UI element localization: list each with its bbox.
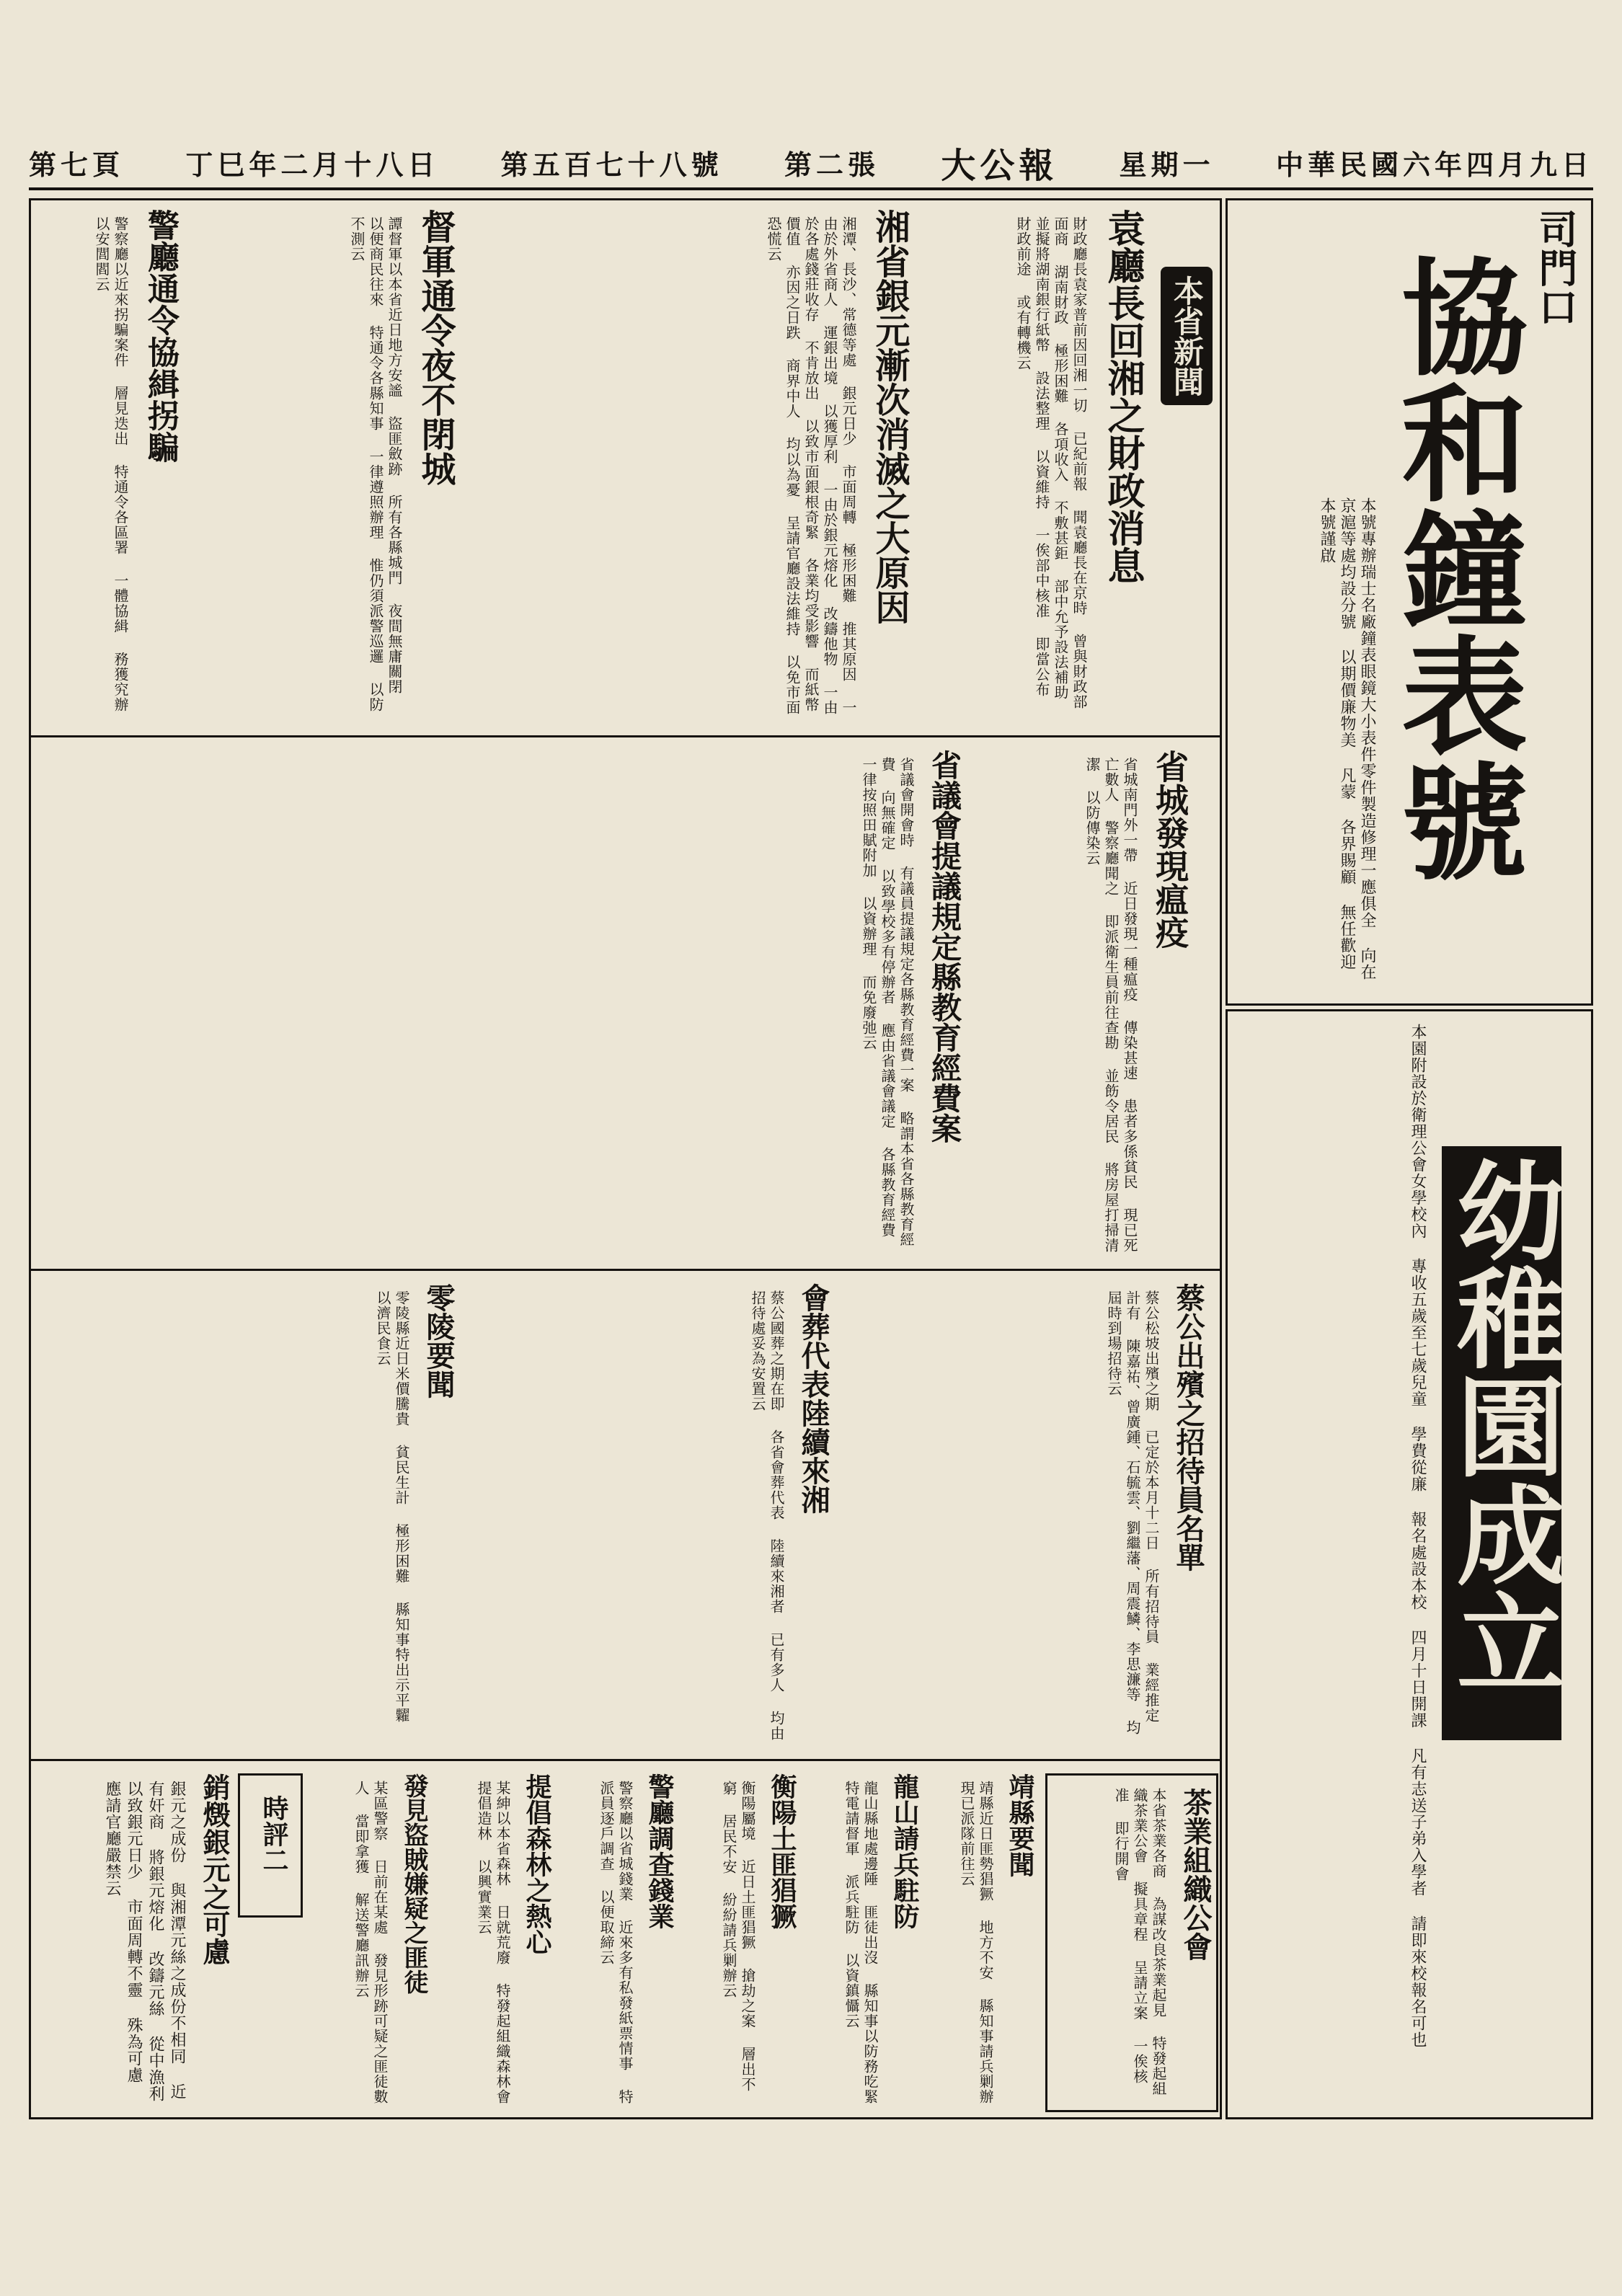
article-body-2: 湘潭、長沙、常德等處 銀元日少 市面周轉 極形困難 推其原因 一由於外省商人 運銀出境 以獲厚利 一由於銀元熔化 改鑄他物 一由於各處錢莊收存 不肯放出 以致市面銀根奇緊 各業均受影響 而紙幣價值 亦因之日跌 商界中人 均以為憂 呈請官廳設法維持 以免市面恐慌云	[765, 216, 857, 715]
masthead	[29, 137, 1593, 190]
section-divider-3	[29, 1759, 1222, 1761]
article-headline-16: 銷燬銀元之可慮	[198, 1773, 231, 1965]
article-body-4: 警察廳以近來拐騙案件 層見迭出 特通令各區署 一體協緝 務獲究辦 以安閭閻云	[93, 216, 129, 712]
article-headline-7: 蔡公出殯之招待員名單	[1171, 1283, 1205, 1572]
article-headline-15: 發見盜賊嫌疑之匪徒	[399, 1773, 428, 1994]
article-body-10: 靖縣近日匪勢猖獗 地方不安 縣知事請兵剿辦 現已派隊前往云	[958, 1781, 994, 2104]
article-headline-5: 省城發現瘟疫	[1151, 750, 1189, 949]
page-number: 第七頁	[29, 148, 125, 181]
date: 中華民國六年四月九日	[1275, 148, 1593, 181]
clock-ad-location: 司門口	[1533, 209, 1579, 326]
article-body-3: 譚督軍以本省近日地方安謐 盜匪斂跡 所有各縣城門 夜間無庸關閉 以便商民往來 特通令各縣知事 一律遵照辦理 惟仍須派警巡邏 以防不測云	[348, 216, 403, 712]
article-body-6: 省議會開會時 有議員提議規定各縣教育經費一案 略謂本省各縣教育經費 向無確定 以致學校多有停辦者 應由省議會議定 各縣教育經費 一律按照田賦附加 以資辦理 而免廢弛云	[860, 757, 915, 1247]
article-body-8: 蔡公國葬之期在即 各省會葬代表 陸續來湘者 已有多人 均由招待處妥為安置云	[749, 1290, 785, 1741]
tea-ad-text: 本省茶業各商 為謀改良茶業起見 特發起組織茶業公會 擬具章程 呈請立案 一俟核准 即行開會	[1112, 1788, 1167, 2096]
article-headline-9: 零陵要聞	[422, 1283, 456, 1399]
section-divider-1	[29, 735, 1222, 737]
school-ad-title: 幼稚園成立	[1442, 1146, 1561, 1740]
article-body-7: 蔡公松坡出殯之期 已定於本月十二日 所有招待員 業經推定 計有 陳嘉祐、曾廣鍾、石毓雲、劉繼藩、周震鱗、李思濂等 均屆時到場招待云	[1105, 1290, 1160, 1735]
article-headline-14: 提倡森林之熱心	[522, 1773, 552, 1955]
clock-ad-title: 協和鐘表號	[1381, 252, 1528, 883]
small-commentary-label: 時評二	[259, 1795, 289, 1873]
paper-name: 大公報	[941, 145, 1058, 186]
article-body-16: 銀元之成份 與湘潭元絲之成份不相同 近有奸商 將銀元熔化 改鑄元絲 從中漁利 以致銀元日少 市面周轉不靈 殊為可慮 應請官廳嚴禁云	[103, 1781, 186, 2102]
article-headline-8: 會葬代表陸續來湘	[797, 1283, 830, 1514]
article-body-5: 省城南門外一帶 近日發現一種瘟疫 傳染甚速 患者多係貧民 現已死亡數人 警察廳聞之 即派衛生員前往查勘 並飭令居民 將房屋打掃清潔 以防傳染云	[1083, 757, 1138, 1253]
article-body-11: 龍山縣地處邊陲 匪徒出沒 縣知事以防務吃緊 特電請督軍 派兵駐防 以資鎮懾云	[843, 1781, 879, 2104]
tea-ad-title: 茶業組織公會	[1179, 1788, 1213, 1961]
issue-number: 第五百七十八號	[500, 148, 723, 181]
article-body-14: 某紳以本省森林 日就荒廢 特發起組織森林會 提倡造林 以興實業云	[475, 1781, 511, 2104]
weekday: 星期一	[1119, 148, 1215, 181]
section-label: 本省新聞	[1161, 267, 1213, 405]
clock-ad-text: 本號專辦瑞士名廠鐘表眼鏡大小表件零件製造修理一應俱全 向在京滬等處均設分號 以期價廉物美 凡蒙 各界賜顧 無任歡迎 本號謹啟	[1318, 497, 1376, 980]
article-headline-11: 龍山請兵駐防	[890, 1773, 920, 1929]
section-divider-2	[29, 1269, 1222, 1271]
lunar-date: 丁巳年二月十八日	[185, 148, 440, 181]
article-body-13: 警察廳以省城錢業 近來多有私發紙票情事 特派員逐戶調查 以便取締云	[598, 1781, 634, 2104]
article-body-1: 財政廳長袁家普前因回湘一切 已紀前報 聞袁廳長在京時 曾與財政部面商 湖南財政 極形困難 各項收入 不敷甚鉅 部中允予設法補助 並擬將湖南銀行紙幣 設法整理 以資維持 一俟部中核准 即當公布 財政前途 或有轉機云	[1014, 216, 1088, 709]
article-body-15: 某區警察 日前在某處 發見形跡可疑之匪徒數人 當即拿獲 解送警廳訊辦云	[353, 1781, 389, 2104]
article-headline-4: 警廳通令協緝拐騙	[142, 209, 179, 463]
article-headline-6: 省議會提議規定縣教育經費案	[927, 750, 962, 1143]
article-headline-10: 靖縣要聞	[1005, 1773, 1035, 1877]
article-headline-3: 督軍通令夜不閉城	[415, 209, 456, 486]
issue-sheet: 第二張	[784, 148, 879, 181]
article-headline-1: 袁廳長回湘之財政消息	[1101, 209, 1145, 584]
school-ad-text: 本園附設於衛理公會女學校內 專收五歲至七歲兒童 學費從廉 報名處設本校 四月十日開課 凡有志送子弟入學者 請即來校報名可也	[1409, 1024, 1427, 2048]
article-body-9: 零陵縣近日米價騰貴 貧民生計 極形困難 縣知事特出示平糶 以濟民食云	[374, 1290, 410, 1723]
article-body-12: 衡陽屬境 近日土匪猖獗 搶劫之案 層出不窮 居民不安 紛紛請兵剿辦云	[720, 1781, 756, 2092]
article-headline-2: 湘省銀元漸次消滅之大原因	[869, 209, 910, 624]
article-headline-12: 衡陽土匪猖獗	[767, 1773, 797, 1929]
article-headline-13: 警廳調查錢業	[644, 1773, 675, 1929]
